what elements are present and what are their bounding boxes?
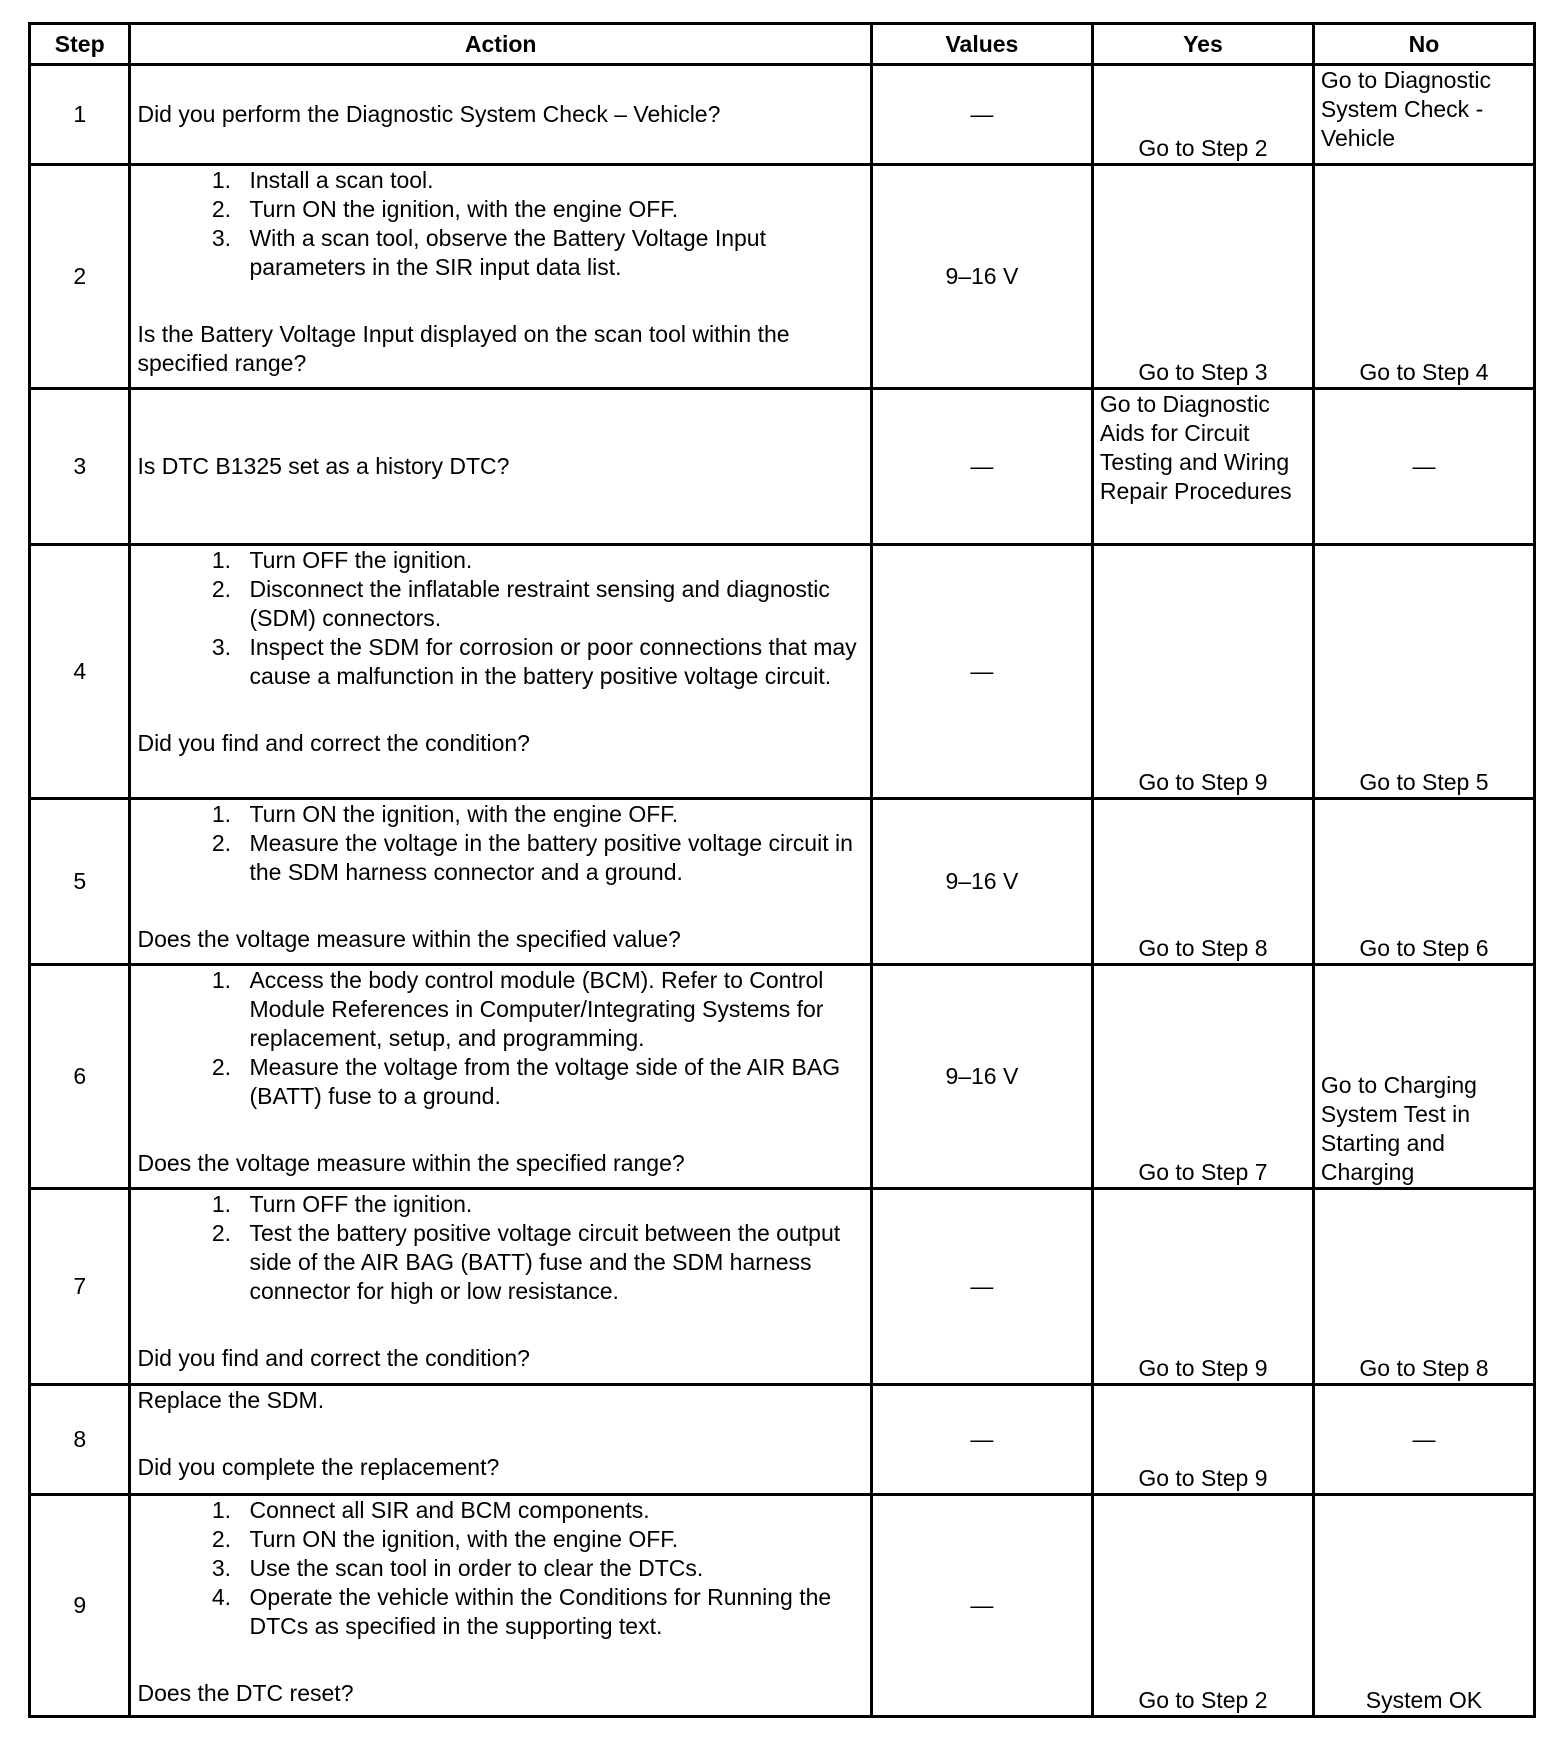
action-question: Did you find and correct the condition? xyxy=(137,1345,530,1371)
action-question: Is DTC B1325 set as a history DTC? xyxy=(137,453,510,479)
header-values: Values xyxy=(871,24,1092,65)
action-cell xyxy=(130,1189,871,1385)
yes-cell: Go to Step 8 xyxy=(1092,799,1313,965)
step-number: 2 xyxy=(30,165,130,389)
action-step-item: 3. Use the scan tool in order to clear the DTCs. xyxy=(237,1554,863,1583)
no-cell: System OK xyxy=(1313,1495,1534,1717)
action-steps xyxy=(137,1496,863,1641)
table-row xyxy=(30,1385,1535,1495)
action-step-item: 4. Operate the vehicle within the Conditions for Running the DTCs as specified in the supporting text. xyxy=(237,1583,863,1641)
table-row xyxy=(30,1189,1535,1385)
step-number: 5 xyxy=(30,799,130,965)
step-number: 9 xyxy=(30,1495,130,1717)
action-step-item: 3. With a scan tool, observe the Battery Voltage Input parameters in the SIR input data list. xyxy=(237,224,863,282)
step-number: 4 xyxy=(30,545,130,799)
no-cell: — xyxy=(1313,1385,1534,1495)
yes-cell: Go to Step 3 xyxy=(1092,165,1313,389)
no-cell: Go to Step 6 xyxy=(1313,799,1534,965)
value-cell: 9–16 V xyxy=(871,965,1092,1189)
header-step: Step xyxy=(30,24,130,65)
action-steps xyxy=(137,1190,863,1306)
action-cell xyxy=(130,389,871,545)
action-step-item: 1. Install a scan tool. xyxy=(237,166,863,195)
action-step-item: 1. Turn OFF the ignition. xyxy=(237,546,863,575)
action-question: Did you complete the replacement? xyxy=(137,1454,500,1480)
no-cell: — xyxy=(1313,389,1534,545)
no-cell: Go to Step 5 xyxy=(1313,545,1534,799)
yes-cell: Go to Step 9 xyxy=(1092,545,1313,799)
value-cell: — xyxy=(871,1385,1092,1495)
yes-cell: Go to Step 9 xyxy=(1092,1189,1313,1385)
action-step-item: 2. Measure the voltage from the voltage side of the AIR BAG (BATT) fuse to a ground. xyxy=(237,1053,863,1111)
table-row xyxy=(30,965,1535,1189)
value-cell: — xyxy=(871,65,1092,165)
table-row xyxy=(30,1495,1535,1717)
action-step-item: 3. Inspect the SDM for corrosion or poor connections that may cause a malfunction in the battery positive voltage circuit. xyxy=(237,633,863,691)
action-cell xyxy=(130,1495,871,1717)
action-lead: Replace the SDM. xyxy=(137,1387,325,1413)
value-cell: 9–16 V xyxy=(871,799,1092,965)
table-row xyxy=(30,65,1535,165)
action-cell xyxy=(130,965,871,1189)
action-cell xyxy=(130,545,871,799)
action-step-item: 1. Turn ON the ignition, with the engine OFF. xyxy=(237,800,863,829)
step-number: 7 xyxy=(30,1189,130,1385)
no-cell: Go to Charging System Test in Starting and Charging xyxy=(1313,965,1534,1189)
no-cell: Go to Step 4 xyxy=(1313,165,1534,389)
action-step-item: 1. Turn OFF the ignition. xyxy=(237,1190,863,1219)
table-row xyxy=(30,545,1535,799)
action-question: Did you find and correct the condition? xyxy=(137,730,530,756)
header-row xyxy=(30,24,1535,65)
value-cell: — xyxy=(871,389,1092,545)
action-question: Is the Battery Voltage Input displayed on the scan tool within the specified range? xyxy=(137,321,790,376)
action-steps xyxy=(137,800,863,887)
action-cell xyxy=(130,1385,871,1495)
action-step-item: 2. Test the battery positive voltage circuit between the output side of the AIR BAG (BATT) fuse and the SDM harness connector for high or low resistance. xyxy=(237,1219,863,1306)
yes-cell: Go to Diagnostic Aids for Circuit Testing and Wiring Repair Procedures xyxy=(1092,389,1313,545)
action-step-item: 1. Connect all SIR and BCM components. xyxy=(237,1496,863,1525)
yes-cell: Go to Step 2 xyxy=(1092,65,1313,165)
action-cell xyxy=(130,65,871,165)
action-cell xyxy=(130,799,871,965)
action-steps xyxy=(137,166,863,282)
value-cell: — xyxy=(871,1495,1092,1717)
table-row xyxy=(30,165,1535,389)
action-step-item: 1. Access the body control module (BCM). Refer to Control Module References in Computer/Integrating Systems for replacement, setup, and programming. xyxy=(237,966,863,1053)
step-number: 6 xyxy=(30,965,130,1189)
value-cell: — xyxy=(871,1189,1092,1385)
action-steps xyxy=(137,546,863,691)
no-cell: Go to Step 8 xyxy=(1313,1189,1534,1385)
action-question: Did you perform the Diagnostic System Check – Vehicle? xyxy=(137,101,721,127)
action-step-item: 2. Measure the voltage in the battery positive voltage circuit in the SDM harness connector and a ground. xyxy=(237,829,863,887)
diagnostic-table xyxy=(28,22,1536,1718)
table-row xyxy=(30,389,1535,545)
action-step-item: 2. Turn ON the ignition, with the engine OFF. xyxy=(237,195,863,224)
value-cell: 9–16 V xyxy=(871,165,1092,389)
step-number: 3 xyxy=(30,389,130,545)
action-question: Does the voltage measure within the specified range? xyxy=(137,1150,685,1176)
step-number: 8 xyxy=(30,1385,130,1495)
value-cell: — xyxy=(871,545,1092,799)
no-cell: Go to Diagnostic System Check - Vehicle xyxy=(1313,65,1534,165)
action-question: Does the DTC reset? xyxy=(137,1680,354,1706)
header-no: No xyxy=(1313,24,1534,65)
yes-cell: Go to Step 2 xyxy=(1092,1495,1313,1717)
step-number: 1 xyxy=(30,65,130,165)
action-cell xyxy=(130,165,871,389)
action-question: Does the voltage measure within the specified value? xyxy=(137,926,681,952)
action-step-item: 2. Disconnect the inflatable restraint sensing and diagnostic (SDM) connectors. xyxy=(237,575,863,633)
header-yes: Yes xyxy=(1092,24,1313,65)
table-row xyxy=(30,799,1535,965)
action-steps xyxy=(137,966,863,1111)
action-step-item: 2. Turn ON the ignition, with the engine OFF. xyxy=(237,1525,863,1554)
header-action: Action xyxy=(130,24,871,65)
yes-cell: Go to Step 9 xyxy=(1092,1385,1313,1495)
yes-cell: Go to Step 7 xyxy=(1092,965,1313,1189)
